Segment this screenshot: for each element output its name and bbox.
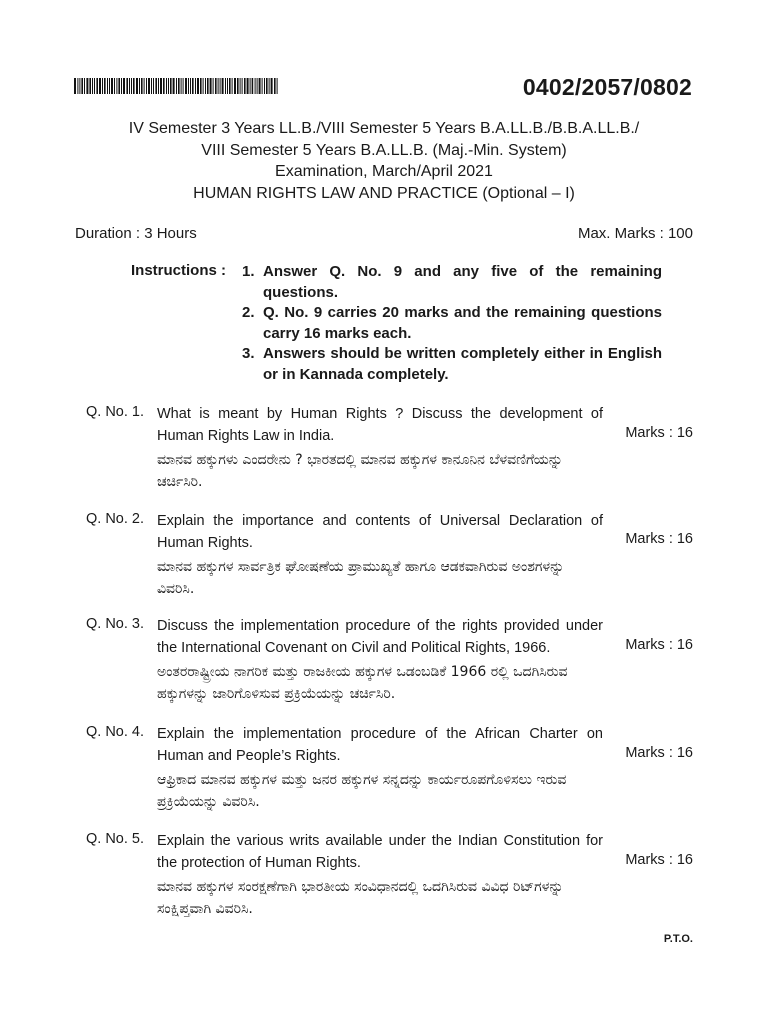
question-label: Q. No. 2. — [86, 511, 145, 527]
header-line-1: IV Semester 3 Years LL.B./VIII Semester 5 Years B.A.LL.B./B.B.A.LL.B./ — [128, 120, 640, 137]
barcode-bar — [257, 78, 258, 94]
barcode-bar — [94, 78, 95, 94]
question-label: Q. No. 1. — [86, 404, 145, 420]
barcode-bar — [203, 78, 204, 94]
instruction-text: Answer Q. No. 9 and any five of the remaining questions. — [263, 263, 662, 301]
question-text-kannada: ಆಫ್ರಿಕಾದ ಮಾನವ ಹಕ್ಕುಗಳ ಮತ್ತು ಜನರ ಹಕ್ಕುಗಳ ಸನ್ನದನ್ನು ಕಾರ್ಯರೂಪಗೊಳಿಸಲು ಇರುವ ಪ್ರಕ್ರಿಯೆಯನ್ನು ವಿವರಿಸಿ. — [157, 772, 567, 810]
barcode-bar — [121, 78, 122, 94]
barcode-bar — [247, 78, 249, 94]
barcode-bar — [220, 78, 221, 94]
instruction-text: Q. No. 9 carries 20 marks and the remaining questions carry 16 marks each. — [263, 304, 662, 342]
question-text-kannada: ಅಂತರರಾಷ್ಟ್ರೀಯ ನಾಗರಿಕ ಮತ್ತು ರಾಜಕೀಯ ಹಕ್ಕುಗಳ ಒಡಂಬಡಿಕೆ 1966 ರಲ್ಲಿ ಒದಗಿಸಿರುವ ಹಕ್ಕುಗಳನ್ನು ಜಾರಿಗೊಳಿಸುವ ಪ್ರಕ್ರಿಯೆಯನ್ನು ಚರ್ಚಿಸಿರಿ. — [157, 664, 568, 702]
barcode-bar — [129, 78, 130, 94]
barcode-bar — [139, 78, 140, 94]
question-body — [157, 511, 603, 600]
question-body — [157, 724, 603, 813]
barcode-bar — [274, 78, 276, 94]
barcode-bar — [205, 78, 206, 94]
barcode-bar — [271, 78, 273, 94]
barcode-bar — [264, 78, 265, 94]
barcode-bar — [255, 78, 256, 94]
question-marks: Marks : 16 — [625, 531, 693, 547]
question-text-english: What is meant by Human Rights ? Discuss the development of Human Rights Law in India. — [157, 406, 603, 444]
header-line-2: VIII Semester 5 Years B.A.LL.B. (Maj.-Min. System) — [201, 141, 567, 159]
barcode-bar — [77, 78, 78, 94]
barcode-bar — [116, 78, 117, 94]
barcode-bar — [153, 78, 154, 94]
barcode-bar — [213, 78, 214, 94]
question-text-kannada: ಮಾನವ ಹಕ್ಕುಗಳ ಸಂರಕ್ಷಣೆಗಾಗಿ ಭಾರತೀಯ ಸಂವಿಧಾನದಲ್ಲಿ ಒದಗಿಸಿರುವ ವಿವಿಧ ರಿಟ್‌ಗಳನ್ನು ಸಂಕ್ಷಿಪ್ತವಾಗಿ ವಿವರಿಸಿ. — [157, 879, 564, 917]
header-line-4: HUMAN RIGHTS LAW AND PRACTICE (Optional – I) — [193, 184, 575, 202]
barcode-bar — [79, 78, 80, 94]
barcode-bar — [170, 78, 172, 94]
barcode-bar — [158, 78, 159, 94]
barcode-bar — [84, 78, 85, 94]
barcode-bar — [144, 78, 145, 94]
max-marks: Max. Marks : 100 — [577, 225, 693, 242]
instruction-1 — [242, 262, 662, 303]
barcode-bar — [123, 78, 125, 94]
barcode-bar — [81, 78, 83, 94]
barcode-bar — [181, 78, 182, 94]
instruction-text: Answers should be written completely either in English or in Kannada completely. — [263, 345, 662, 383]
barcode-bar — [240, 78, 241, 94]
barcode-bar — [109, 78, 110, 94]
barcode-bar — [183, 78, 184, 94]
barcode-bar — [86, 78, 88, 94]
barcode-bar — [118, 78, 120, 94]
barcode-bar — [173, 78, 175, 94]
question-label: Q. No. 4. — [86, 724, 145, 740]
barcode-bar — [131, 78, 132, 94]
question-label: Q. No. 5. — [86, 831, 145, 847]
question-body — [157, 404, 603, 493]
barcode-bar — [168, 78, 169, 94]
barcode-bar — [259, 78, 261, 94]
barcode-bar — [262, 78, 263, 94]
barcode-bar — [92, 78, 93, 94]
barcode-bar — [200, 78, 202, 94]
barcode-bar — [155, 78, 157, 94]
barcode-bar — [222, 78, 224, 94]
question-text-english: Explain the various writs available under the Indian Constitution for the protection of Human Rights. — [157, 833, 603, 871]
barcode-bar — [99, 78, 101, 94]
barcode-bar — [74, 78, 76, 94]
barcode-bar — [234, 78, 236, 94]
barcode-bar — [185, 78, 187, 94]
question-body — [157, 831, 603, 920]
barcode-bar — [133, 78, 135, 94]
barcode-bar — [215, 78, 217, 94]
barcode-bar — [210, 78, 212, 94]
barcode-bar — [176, 78, 177, 94]
barcode-bar — [111, 78, 113, 94]
paper-code: 0402/2057/0802 — [522, 74, 692, 100]
barcode-bar — [192, 78, 194, 94]
header-line-3: Examination, March/April 2021 — [275, 163, 493, 180]
question-text-kannada: ಮಾನವ ಹಕ್ಕುಗಳು ಎಂದರೇನು ? ಭಾರತದಲ್ಲಿ ಮಾನವ ಹಕ್ಕುಗಳ ಕಾನೂನಿನ ಬೆಳವಣಿಗೆಯನ್ನು ಚರ್ಚಿಸಿರಿ. — [157, 452, 563, 490]
barcode-bar — [166, 78, 167, 94]
question-text-english: Discuss the implementation procedure of the rights provided under the International Covenant on Civil and Political Rights, 1966. — [157, 618, 603, 656]
question-marks: Marks : 16 — [625, 637, 693, 653]
barcode-bar — [114, 78, 115, 94]
barcode-bar — [163, 78, 165, 94]
barcode-bar — [126, 78, 128, 94]
instruction-3 — [242, 344, 662, 385]
question-marks: Marks : 16 — [625, 852, 693, 868]
barcode-bar — [148, 78, 150, 94]
barcode-bar — [252, 78, 254, 94]
barcode-bar — [207, 78, 209, 94]
barcode-bar — [229, 78, 231, 94]
barcode-bar — [232, 78, 233, 94]
barcode-bar — [104, 78, 106, 94]
question-marks: Marks : 16 — [625, 425, 693, 441]
question-body — [157, 616, 603, 705]
barcode-bar — [266, 78, 268, 94]
question-text-english: Explain the importance and contents of Universal Declaration of Human Rights. — [157, 513, 603, 551]
barcode-bar — [151, 78, 152, 94]
exam-header — [0, 118, 768, 204]
instruction-number: 1. — [242, 263, 255, 280]
barcode-bar — [107, 78, 108, 94]
barcode-bar — [195, 78, 196, 94]
duration: Duration : 3 Hours — [75, 225, 197, 242]
barcode-bar — [218, 78, 219, 94]
barcode-bar — [136, 78, 138, 94]
instruction-number: 3. — [242, 345, 255, 362]
barcode-bar — [178, 78, 180, 94]
barcode-bar — [244, 78, 246, 94]
barcode-bar — [277, 78, 278, 94]
barcode-bar — [237, 78, 239, 94]
barcode-bar — [146, 78, 147, 94]
question-text-kannada: ಮಾನವ ಹಕ್ಕುಗಳ ಸಾರ್ವತ್ರಿಕ ಘೋಷಣೆಯ ಪ್ರಾಮುಖ್ಯತೆ ಹಾಗೂ ಆಡಕವಾಗಿರುವ ಅಂಶಗಳನ್ನು ವಿವರಿಸಿ. — [157, 559, 565, 597]
barcode-bar — [242, 78, 243, 94]
barcode-bar — [250, 78, 251, 94]
instruction-number: 2. — [242, 304, 255, 321]
barcode-bar — [227, 78, 228, 94]
barcode-bar — [102, 78, 103, 94]
barcode-bar — [269, 78, 270, 94]
barcode-bar — [188, 78, 189, 94]
question-text-english: Explain the implementation procedure of the African Charter on Human and People’s Rights. — [157, 726, 603, 764]
barcode-bar — [225, 78, 226, 94]
barcode-bar — [197, 78, 199, 94]
barcode-bar — [160, 78, 162, 94]
barcode-bar — [141, 78, 143, 94]
barcode-bar — [190, 78, 191, 94]
barcode-bar — [89, 78, 91, 94]
instruction-2 — [242, 303, 662, 344]
question-marks: Marks : 16 — [625, 745, 693, 761]
instructions-label: Instructions : — [131, 262, 227, 279]
question-label: Q. No. 3. — [86, 616, 145, 632]
barcode-bar — [96, 78, 98, 94]
barcode — [74, 78, 280, 94]
pto-note: P.T.O. — [663, 933, 693, 945]
